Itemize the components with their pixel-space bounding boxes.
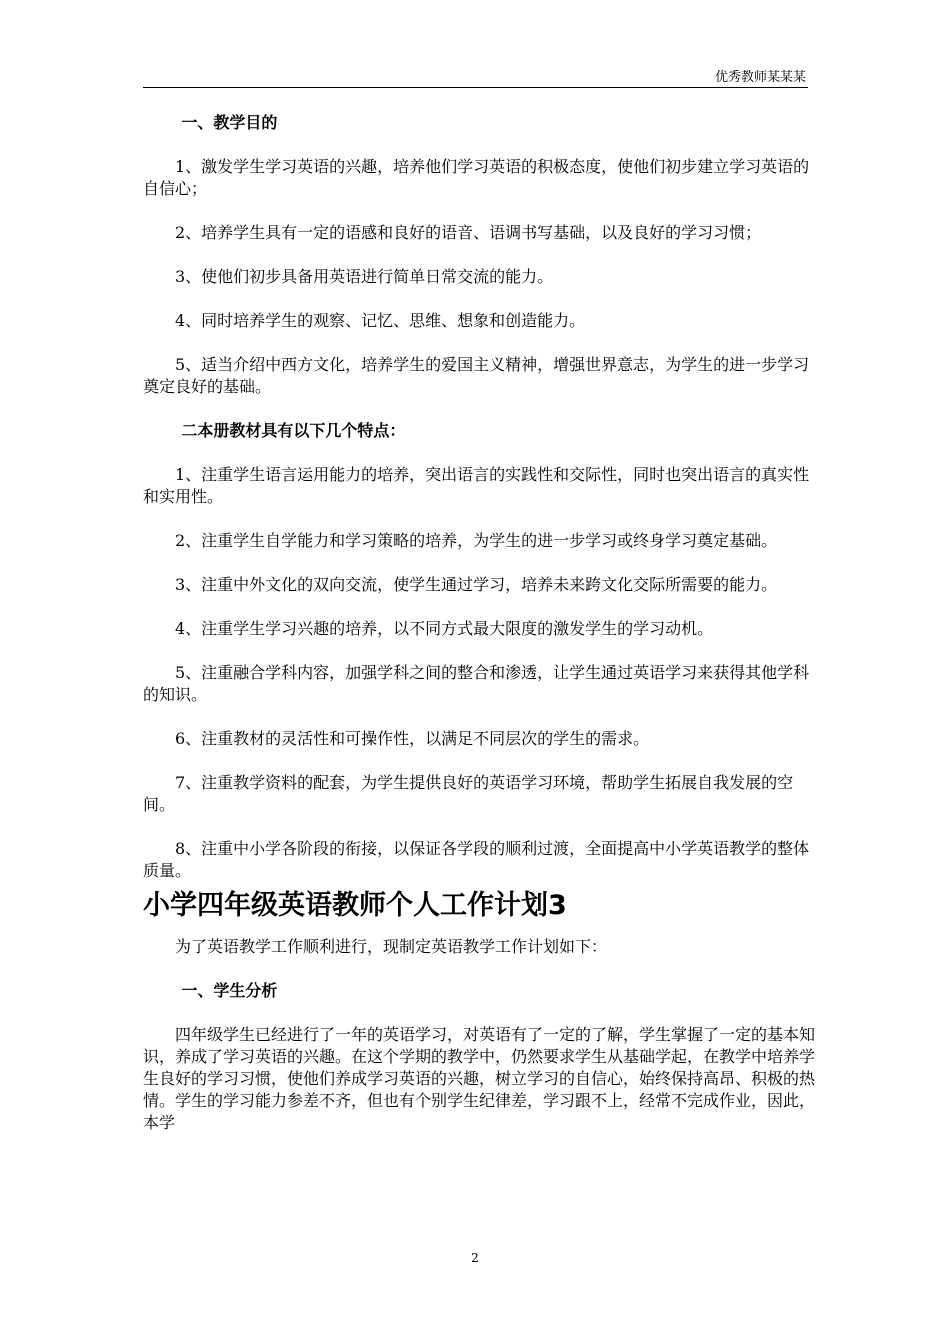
feature-item: 4、注重学生学习兴趣的培养，以不同方式最大限度的激发学生的学习动机。 bbox=[175, 619, 714, 638]
page-header: 优秀教师某某某 bbox=[714, 70, 806, 85]
student-analysis-paragraph: 四年级学生已经进行了一年的英语学习，对英语有了一定的了解，学生掌握了一定的基本知识，养成了学习英语的兴趣。在这个学期的教学中，仍然要求学生从基础学起，在教学中培养学生良好的学习习惯，使他们养成学习英语的兴趣，树立学习的自信心，始终保持高昂、积极的热情。学生的学习能力参差不齐，但也有个别学生纪律差，学习跟不上，经常不完成作业，因此，本学 bbox=[143, 1025, 816, 1132]
goal-item: 3、使他们初步具备用英语进行简单日常交流的能力。 bbox=[175, 267, 554, 286]
page-content bbox=[143, 112, 823, 1134]
feature-item: 7、注重教学资料的配套，为学生提供良好的英语学习环境，帮助学生拓展自我发展的空间。 bbox=[143, 773, 794, 814]
section-heading-student-analysis: 一、学生分析 bbox=[181, 981, 278, 1000]
goal-item: 5、适当介绍中西方文化，培养学生的爱国主义精神，增强世界意志，为学生的进一步学习奠定良好的基础。 bbox=[143, 355, 810, 396]
header-divider bbox=[143, 87, 808, 88]
feature-item: 5、注重融合学科内容，加强学科之间的整合和渗透，让学生通过英语学习来获得其他学科的知识。 bbox=[143, 663, 810, 704]
feature-item: 6、注重教材的灵活性和可操作性，以满足不同层次的学生的需求。 bbox=[175, 729, 650, 748]
page-number: 2 bbox=[471, 1251, 479, 1265]
feature-item: 8、注重中小学各阶段的衔接，以保证各学段的顺利过渡，全面提高中小学英语教学的整体质量。 bbox=[143, 839, 810, 880]
feature-item: 2、注重学生自学能力和学习策略的培养，为学生的进一步学习或终身学习奠定基础。 bbox=[175, 531, 778, 550]
section-heading-teaching-goals: 一、教学目的 bbox=[181, 113, 278, 132]
feature-item: 1、注重学生语言运用能力的培养，突出语言的实践性和交际性，同时也突出语言的真实性和实用性。 bbox=[143, 465, 810, 506]
plan-intro: 为了英语教学工作顺利进行，现制定英语教学工作计划如下： bbox=[175, 937, 608, 956]
section-heading-textbook-features: 二本册教材具有以下几个特点： bbox=[181, 421, 406, 440]
feature-item: 3、注重中外文化的双向交流，使学生通过学习，培养未来跨文化交际所需要的能力。 bbox=[175, 575, 778, 594]
goal-item: 2、培养学生具有一定的语感和良好的语音、语调书写基础，以及良好的学习习惯； bbox=[175, 223, 762, 242]
goal-item: 4、同时培养学生的观察、记忆、思维、想象和创造能力。 bbox=[175, 311, 586, 330]
plan-title: 小学四年级英语教师个人工作计划3 bbox=[143, 890, 567, 921]
goal-item: 1、激发学生学习英语的兴趣，培养他们学习英语的积极态度，使他们初步建立学习英语的自信心； bbox=[143, 157, 810, 198]
